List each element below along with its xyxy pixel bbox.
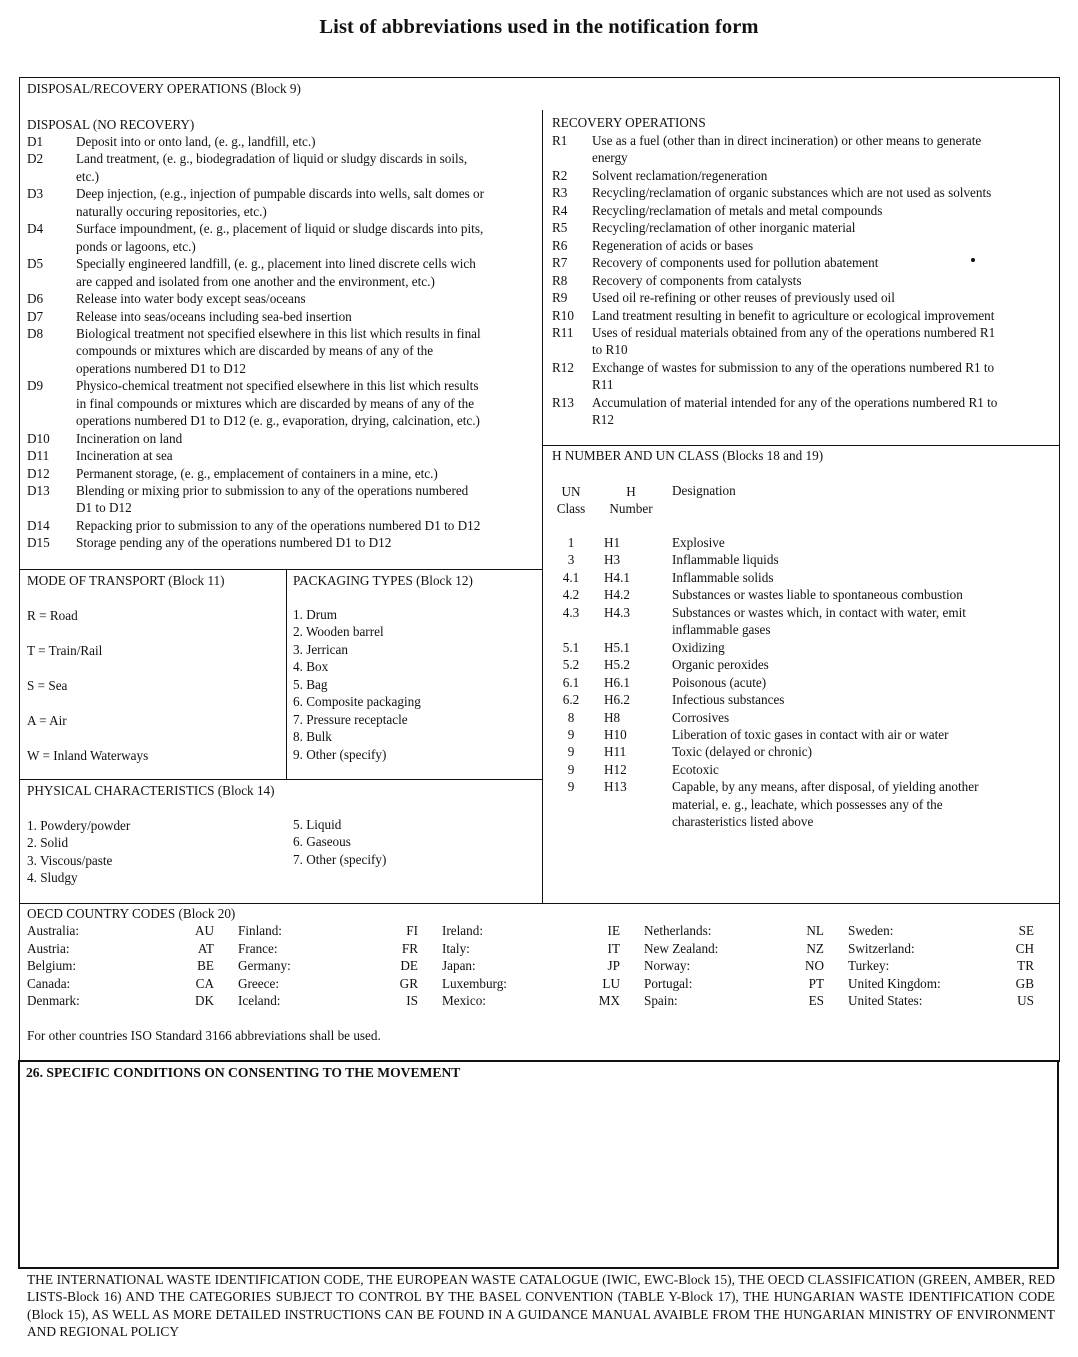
oecd-note: For other countries ISO Standard 3166 abbreviations shall be used. bbox=[27, 1028, 381, 1043]
oecd-country-code: MX bbox=[598, 993, 620, 1008]
disposal-item-text: Incineration at sea bbox=[76, 448, 173, 464]
disposal-item-text: operations numbered D1 to D12 (e. g., evaporation, drying, calcination, etc.) bbox=[76, 413, 480, 429]
oecd-country-code: BE bbox=[197, 958, 214, 973]
oecd-country-code: SE bbox=[1018, 923, 1034, 938]
h-row-un-class: 3 bbox=[567, 552, 575, 568]
divider-above-physical bbox=[19, 779, 542, 780]
h-row-designation: Oxidizing bbox=[672, 639, 725, 655]
disposal-item-text: Deposit into or onto land, (e. g., landfill, etc.) bbox=[76, 134, 316, 149]
oecd-country-code: AU bbox=[194, 923, 214, 938]
disposal-item-code: D1 bbox=[27, 134, 44, 149]
oecd-country-name: Turkey: bbox=[848, 958, 890, 973]
recovery-item-text: energy bbox=[592, 150, 628, 166]
oecd-country-code: ES bbox=[808, 993, 824, 1008]
disposal-item-text: are capped and isolated from one another and the environment, etc.) bbox=[76, 273, 435, 289]
oecd-country-code: DK bbox=[194, 993, 214, 1008]
oecd-country-name: Portugal: bbox=[644, 975, 693, 991]
recovery-item-text: Recovery of components used for pollution abatement bbox=[592, 255, 879, 271]
disposal-item-text: Release into seas/oceans including sea-bed insertion bbox=[76, 308, 352, 324]
disposal-item-text: Storage pending any of the operations numbered D1 to D12 bbox=[76, 535, 392, 551]
h-number-col-designation-header: Designation bbox=[672, 483, 736, 498]
disposal-heading: DISPOSAL (NO RECOVERY) bbox=[27, 117, 195, 132]
physical-item: 1. Powdery/powder bbox=[27, 818, 131, 833]
recovery-item-code: R8 bbox=[552, 272, 568, 288]
oecd-country-name: Australia: bbox=[27, 923, 80, 938]
h-row-designation: Ecotoxic bbox=[672, 761, 719, 777]
h-row-un-class: 4.2 bbox=[562, 587, 580, 603]
h-row-designation: material, e. g., leachate, which possesses any of the bbox=[672, 796, 943, 812]
recovery-item-text: Regeneration of acids or bases bbox=[592, 237, 754, 253]
h-row-designation: Corrosives bbox=[672, 709, 730, 725]
transport-item: S = Sea bbox=[27, 677, 68, 693]
oecd-country-code: AT bbox=[197, 940, 214, 956]
h-row-h-number: H6.2 bbox=[604, 692, 631, 708]
col-un-line1: UN bbox=[561, 484, 581, 499]
disposal-item-code: D3 bbox=[27, 186, 44, 202]
h-number-col-h-header bbox=[603, 483, 659, 518]
disposal-item-code: D7 bbox=[27, 308, 44, 324]
h-row-h-number: H10 bbox=[604, 726, 627, 742]
oecd-country-code: JP bbox=[607, 958, 620, 973]
disposal-item-text: compounds or mixtures which are discarded by means of any of the bbox=[76, 343, 434, 359]
transport-item: R = Road bbox=[27, 608, 78, 623]
disposal-item-code: D9 bbox=[27, 378, 44, 394]
col-h-line2: Number bbox=[609, 501, 653, 517]
h-row-un-class: 6.1 bbox=[562, 674, 580, 690]
h-row-un-class: 4.3 bbox=[562, 604, 580, 620]
disposal-item-code: D2 bbox=[27, 151, 44, 167]
oecd-country-name: Switzerland: bbox=[848, 940, 915, 956]
oecd-country-code: FR bbox=[401, 940, 418, 956]
oecd-country-code: IE bbox=[607, 923, 620, 938]
h-row-un-class: 8 bbox=[567, 709, 575, 725]
disposal-item-code: D15 bbox=[27, 535, 50, 551]
disposal-item-text: Permanent storage, (e. g., emplacement of containers in a mine, etc.) bbox=[76, 465, 438, 481]
h-row-designation: Inflammable liquids bbox=[672, 552, 779, 568]
oecd-country-name: Ireland: bbox=[442, 923, 484, 938]
oecd-country-name: Germany: bbox=[238, 958, 291, 973]
disposal-item-code: D13 bbox=[27, 483, 50, 498]
recovery-heading: RECOVERY OPERATIONS bbox=[552, 115, 706, 130]
disposal-item-code: D6 bbox=[27, 291, 44, 307]
col-un-line2: Class bbox=[556, 501, 586, 517]
stray-dot-mark bbox=[971, 258, 975, 262]
transport-item: A = Air bbox=[27, 712, 67, 728]
h-row-un-class: 9 bbox=[567, 726, 575, 742]
oecd-country-code: GB bbox=[1015, 975, 1034, 991]
oecd-country-code: LU bbox=[602, 975, 620, 991]
disposal-item-text: in final compounds or mixtures which are discarded by means of any of the bbox=[76, 395, 475, 411]
h-row-un-class: 6.2 bbox=[562, 692, 580, 708]
footer-note: THE INTERNATIONAL WASTE IDENTIFICATION CODE, THE EUROPEAN WASTE CATALOGUE (IWIC, EWC-Block 15), THE OECD CLASSIFICATION (GREEN, AMBER, RED LISTS-Block 16) AND THE CATEGORIES SUBJECT TO CONTROL BY THE BASEL CONVENTION (TABLE Y-Block 17), THE HUNGARIAN WASTE IDENTIFICATION CODE (Block 15), AS WELL AS MORE DETAILED INSTRUCTIONS CAN BE FOUND IN A GUIDANCE MANUAL AVAIBLE FROM THE HUNGARIAN MINISTRY OF ENVIRONMENT AND REGIONAL POLICY bbox=[27, 1272, 1055, 1339]
col-h-line1: H bbox=[626, 484, 636, 499]
disposal-item-code: D14 bbox=[27, 517, 50, 533]
physical-item: 4. Sludgy bbox=[27, 870, 78, 886]
oecd-heading: OECD COUNTRY CODES (Block 20) bbox=[27, 906, 236, 921]
disposal-item-text: Repacking prior to submission to any of the operations numbered D1 to D12 bbox=[76, 517, 481, 533]
oecd-country-name: United States: bbox=[848, 993, 923, 1008]
oecd-country-code: GR bbox=[399, 975, 418, 991]
oecd-country-name: Italy: bbox=[442, 940, 470, 956]
disposal-item-text: Biological treatment not specified elsewhere in this list which results in final bbox=[76, 325, 481, 341]
recovery-item-text: Used oil re-refining or other reuses of previously used oil bbox=[592, 290, 895, 306]
recovery-item-text: Solvent reclamation/regeneration bbox=[592, 167, 768, 183]
recovery-item-text: Land treatment resulting in benefit to agriculture or ecological improvement bbox=[592, 307, 995, 323]
h-row-designation: Liberation of toxic gases in contact with air or water bbox=[672, 726, 949, 742]
packaging-item: 8. Bulk bbox=[293, 729, 332, 745]
recovery-item-code: R4 bbox=[552, 202, 568, 218]
disposal-item-text: Specially engineered landfill, (e. g., placement into lined discrete cells wich bbox=[76, 256, 476, 272]
page-title: List of abbreviations used in the notification form bbox=[319, 16, 759, 38]
disposal-item-text: Physico-chemical treatment not specified elsewhere in this list which results bbox=[76, 378, 479, 394]
h-row-h-number: H12 bbox=[604, 761, 627, 777]
recovery-item-text: to R10 bbox=[592, 342, 628, 358]
disposal-item-code: D8 bbox=[27, 325, 44, 341]
recovery-item-text: Exchange of wastes for submission to any of the operations numbered R1 to bbox=[592, 359, 995, 375]
recovery-item-text: Recycling/reclamation of metals and metal compounds bbox=[592, 202, 883, 218]
recovery-item-text: Recycling/reclamation of organic substances which are not used as solvents bbox=[592, 185, 992, 201]
divider-transport-packaging bbox=[286, 569, 287, 779]
recovery-item-code: R5 bbox=[552, 220, 568, 236]
transport-item: T = Train/Rail bbox=[27, 642, 103, 658]
recovery-item-text: R12 bbox=[592, 412, 614, 428]
oecd-country-name: France: bbox=[238, 940, 278, 956]
oecd-country-name: Iceland: bbox=[238, 993, 281, 1008]
disposal-item-text: operations numbered D1 to D12 bbox=[76, 360, 246, 376]
recovery-item-text: Recovery of components from catalysts bbox=[592, 272, 802, 288]
oecd-country-name: Luxemburg: bbox=[442, 975, 507, 991]
packaging-item: 1. Drum bbox=[293, 607, 337, 622]
oecd-country-code: US bbox=[1017, 993, 1034, 1008]
transport-heading: MODE OF TRANSPORT (Block 11) bbox=[27, 573, 225, 588]
h-row-h-number: H4.2 bbox=[604, 587, 631, 603]
h-row-un-class: 9 bbox=[567, 761, 575, 777]
oecd-country-name: Netherlands: bbox=[644, 923, 712, 938]
packaging-item: 5. Bag bbox=[293, 676, 328, 692]
recovery-item-text: Use as a fuel (other than in direct incineration) or other means to generate bbox=[592, 133, 982, 148]
h-row-designation: Explosive bbox=[672, 535, 725, 550]
physical-item: 5. Liquid bbox=[293, 817, 342, 832]
divider-above-transport bbox=[19, 569, 542, 570]
disposal-recovery-heading: DISPOSAL/RECOVERY OPERATIONS (Block 9) bbox=[27, 81, 301, 96]
recovery-item-text: R11 bbox=[592, 377, 614, 393]
h-row-h-number: H4.1 bbox=[604, 569, 631, 585]
packaging-item: 4. Box bbox=[293, 659, 329, 675]
divider-above-h-number bbox=[542, 445, 1059, 446]
recovery-item-code: R13 bbox=[552, 394, 574, 410]
disposal-item-text: naturally occuring repositories, etc.) bbox=[76, 203, 267, 219]
recovery-item-text: Recycling/reclamation of other inorganic material bbox=[592, 220, 856, 236]
oecd-country-code: NO bbox=[804, 958, 824, 973]
h-row-h-number: H4.3 bbox=[604, 604, 631, 620]
recovery-item-code: R6 bbox=[552, 237, 568, 253]
oecd-country-name: Finland: bbox=[238, 923, 282, 938]
oecd-country-code: DE bbox=[400, 958, 418, 973]
recovery-item-code: R3 bbox=[552, 185, 568, 201]
disposal-item-code: D5 bbox=[27, 256, 44, 272]
h-row-un-class: 5.1 bbox=[562, 639, 580, 655]
recovery-item-code: R12 bbox=[552, 359, 574, 375]
packaging-heading: PACKAGING TYPES (Block 12) bbox=[293, 573, 473, 588]
h-number-col-un-header bbox=[554, 483, 588, 518]
oecd-country-code: PT bbox=[808, 975, 824, 991]
h-row-h-number: H5.2 bbox=[604, 657, 631, 673]
disposal-item-text: Surface impoundment, (e. g., placement of liquid or sludge discards into pits, bbox=[76, 221, 484, 237]
h-row-designation: Poisonous (acute) bbox=[672, 674, 767, 690]
recovery-item-code: R9 bbox=[552, 290, 568, 306]
oecd-country-name: Belgium: bbox=[27, 958, 77, 973]
disposal-item-text: Land treatment, (e. g., biodegradation of liquid or sludgy discards in soils, bbox=[76, 151, 468, 167]
oecd-country-code: TR bbox=[1017, 958, 1034, 973]
disposal-item-text: Incineration on land bbox=[76, 430, 183, 446]
recovery-item-text: Uses of residual materials obtained from any of the operations numbered R1 bbox=[592, 324, 996, 340]
oecd-country-code: IT bbox=[607, 940, 620, 956]
h-row-designation: Organic peroxides bbox=[672, 657, 769, 673]
oecd-country-code: IS bbox=[406, 993, 418, 1008]
h-row-designation: Substances or wastes which, in contact with water, emit bbox=[672, 604, 966, 620]
h-row-un-class: 4.1 bbox=[562, 569, 580, 585]
h-row-h-number: H5.1 bbox=[604, 639, 631, 655]
h-row-designation: Capable, by any means, after disposal, of yielding another bbox=[672, 779, 979, 795]
packaging-item: 2. Wooden barrel bbox=[293, 624, 384, 640]
section-26-heading: 26. SPECIFIC CONDITIONS ON CONSENTING TO THE MOVEMENT bbox=[26, 1065, 461, 1080]
physical-heading: PHYSICAL CHARACTERISTICS (Block 14) bbox=[27, 783, 275, 798]
oecd-country-code: NZ bbox=[806, 940, 824, 956]
oecd-country-code: NL bbox=[806, 923, 824, 938]
h-row-un-class: 9 bbox=[567, 779, 575, 795]
section-26-input-area[interactable] bbox=[22, 1086, 1056, 1264]
oecd-country-code: CA bbox=[195, 975, 214, 991]
packaging-item: 7. Pressure receptacle bbox=[293, 711, 408, 727]
oecd-country-name: New Zealand: bbox=[644, 940, 719, 956]
oecd-country-code: CH bbox=[1015, 940, 1034, 956]
oecd-country-name: Austria: bbox=[27, 940, 70, 956]
oecd-country-name: United Kingdom: bbox=[848, 975, 941, 991]
oecd-country-name: Norway: bbox=[644, 958, 691, 973]
oecd-country-name: Japan: bbox=[442, 958, 476, 973]
physical-item: 6. Gaseous bbox=[293, 834, 351, 850]
h-row-designation: charasteristics listed above bbox=[672, 814, 814, 830]
h-row-h-number: H8 bbox=[604, 709, 621, 725]
h-row-designation: Infectious substances bbox=[672, 692, 785, 708]
disposal-item-text: Deep injection, (e.g., injection of pumpable discards into wells, salt domes or bbox=[76, 186, 484, 202]
oecd-country-name: Greece: bbox=[238, 975, 279, 991]
transport-item: W = Inland Waterways bbox=[27, 747, 149, 763]
h-row-designation: Substances or wastes liable to spontaneous combustion bbox=[672, 587, 963, 603]
h-row-designation: Toxic (delayed or chronic) bbox=[672, 744, 813, 760]
recovery-item-code: R11 bbox=[552, 324, 574, 340]
disposal-item-code: D11 bbox=[27, 448, 50, 464]
packaging-item: 3. Jerrican bbox=[293, 641, 348, 657]
oecd-country-name: Canada: bbox=[27, 975, 71, 991]
physical-item: 3. Viscous/paste bbox=[27, 852, 113, 868]
oecd-country-code: FI bbox=[406, 923, 418, 938]
h-number-heading: H NUMBER AND UN CLASS (Blocks 18 and 19) bbox=[552, 448, 824, 463]
packaging-item: 9. Other (specify) bbox=[293, 746, 387, 762]
disposal-item-text: etc.) bbox=[76, 168, 100, 184]
disposal-item-text: D1 to D12 bbox=[76, 500, 132, 516]
recovery-item-code: R10 bbox=[552, 307, 574, 323]
recovery-item-text: Accumulation of material intended for any of the operations numbered R1 to bbox=[592, 394, 998, 410]
disposal-item-text: Release into water body except seas/oceans bbox=[76, 291, 306, 307]
disposal-item-code: D4 bbox=[27, 221, 44, 237]
divider-above-oecd bbox=[19, 903, 1060, 904]
disposal-item-text: Blending or mixing prior to submission to any of the operations numbered bbox=[76, 483, 469, 498]
oecd-country-name: Denmark: bbox=[27, 993, 80, 1008]
h-row-designation: Inflammable solids bbox=[672, 569, 774, 585]
h-row-h-number: H11 bbox=[604, 744, 627, 760]
packaging-item: 6. Composite packaging bbox=[293, 694, 421, 710]
physical-item: 7. Other (specify) bbox=[293, 851, 387, 867]
h-row-designation: inflammable gases bbox=[672, 622, 771, 638]
h-row-un-class: 5.2 bbox=[562, 657, 580, 673]
disposal-item-code: D12 bbox=[27, 465, 50, 481]
disposal-item-code: D10 bbox=[27, 430, 50, 446]
oecd-country-name: Sweden: bbox=[848, 923, 894, 938]
h-row-un-class: 1 bbox=[567, 535, 575, 550]
physical-item: 2. Solid bbox=[27, 835, 69, 851]
disposal-item-text: ponds or lagoons, etc.) bbox=[76, 238, 196, 254]
oecd-country-name: Mexico: bbox=[442, 993, 486, 1008]
recovery-item-code: R1 bbox=[552, 133, 568, 148]
h-row-h-number: H6.1 bbox=[604, 674, 631, 690]
h-row-h-number: H13 bbox=[604, 779, 627, 795]
oecd-country-name: Spain: bbox=[644, 993, 678, 1008]
h-row-un-class: 9 bbox=[567, 744, 575, 760]
h-row-h-number: H3 bbox=[604, 552, 621, 568]
h-row-h-number: H1 bbox=[604, 535, 621, 550]
divider-vertical-main bbox=[542, 110, 543, 903]
recovery-item-code: R2 bbox=[552, 167, 568, 183]
recovery-item-code: R7 bbox=[552, 255, 568, 271]
